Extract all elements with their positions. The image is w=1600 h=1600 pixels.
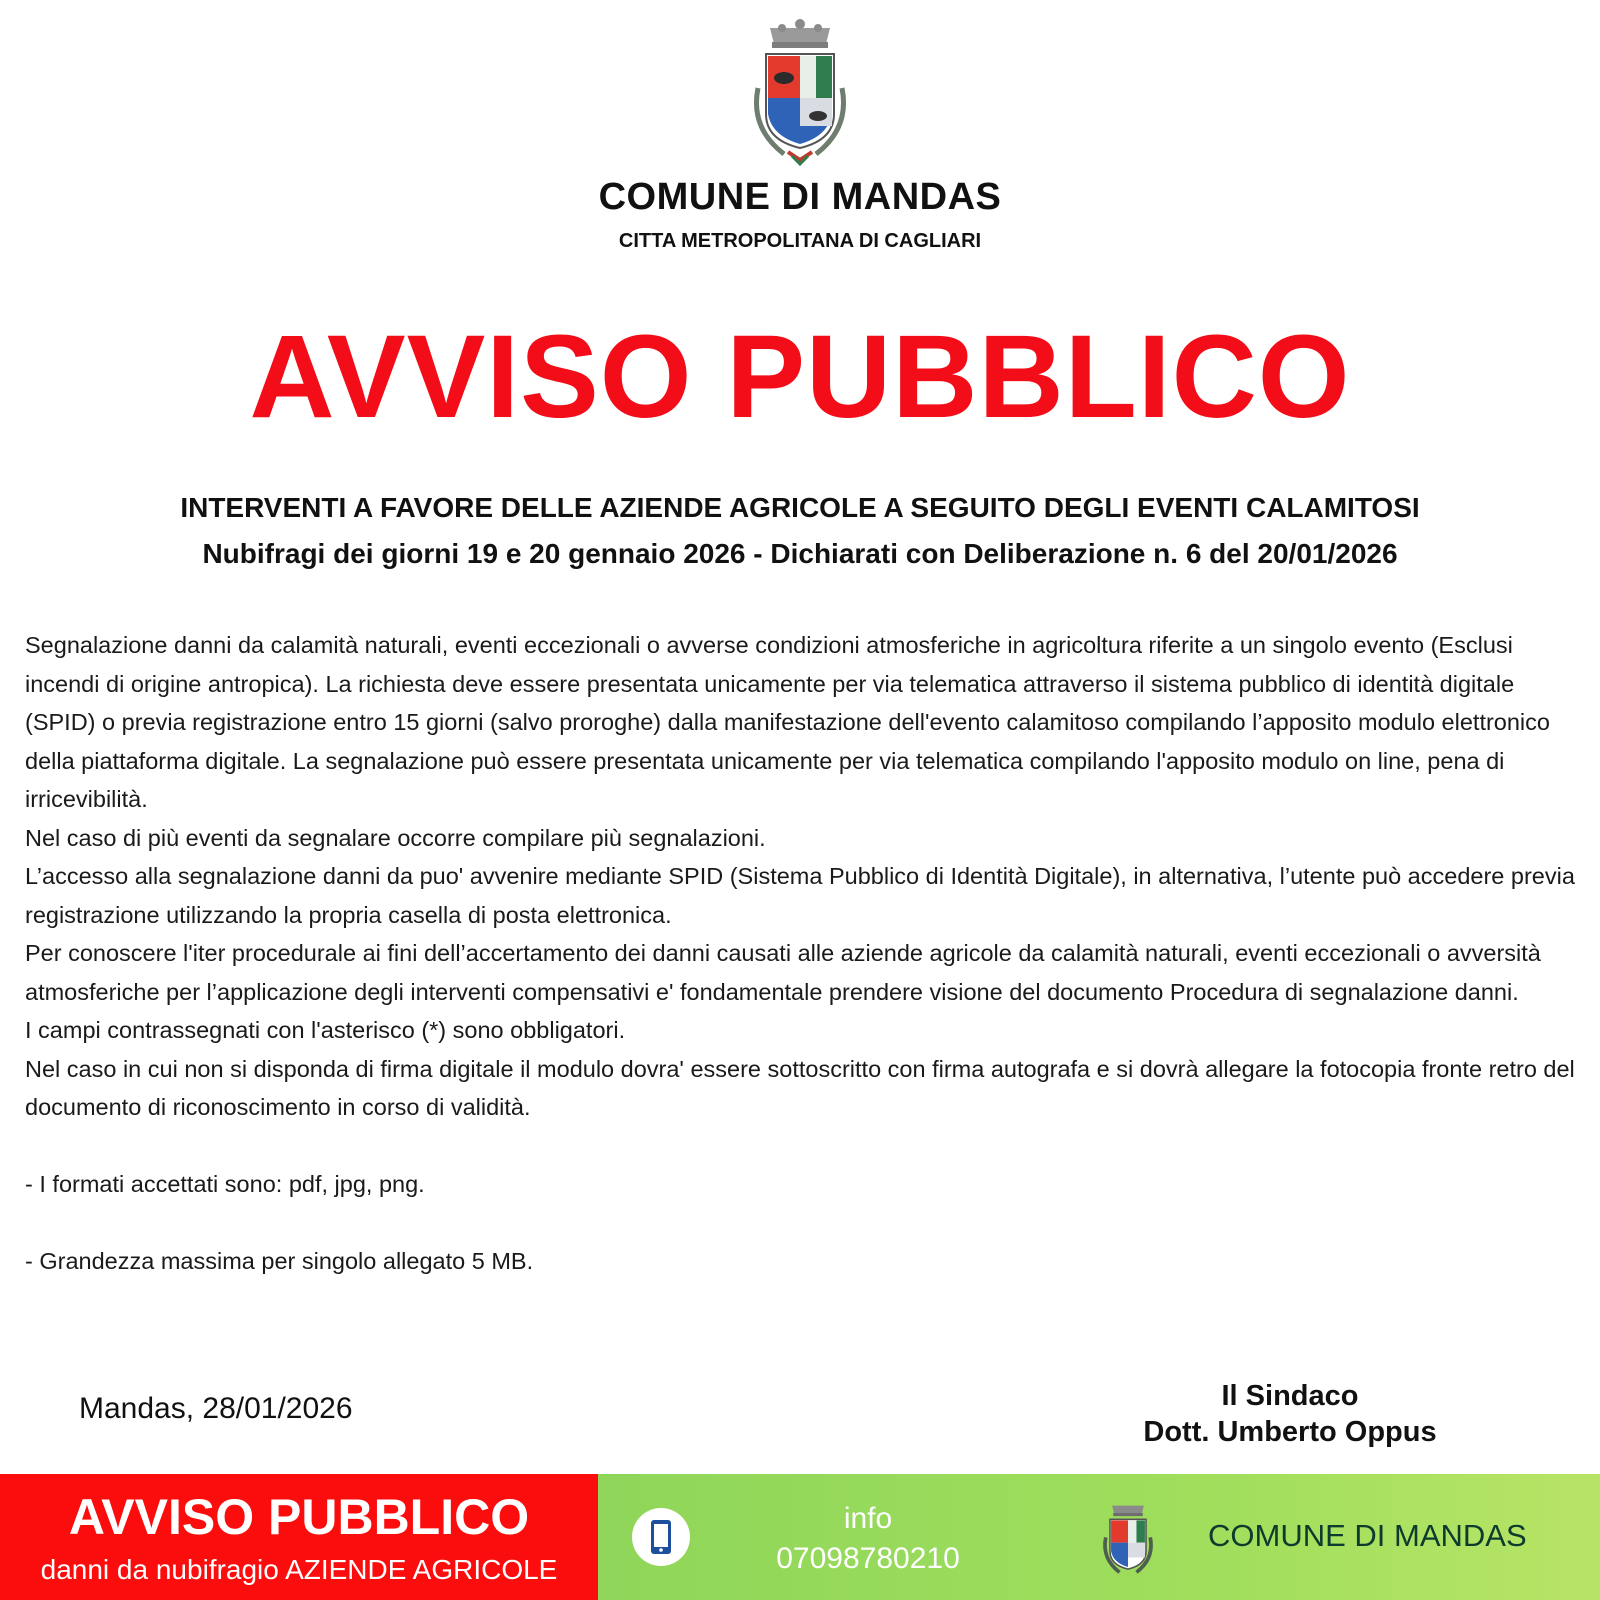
footer-subtitle: danni da nubifragio AZIENDE AGRICOLE xyxy=(40,1554,558,1585)
body-paragraph: Nel caso in cui non si disponda di firma digitale il modulo dovra' essere sottoscritto con firma autografa e si dovrà allegare la fotocopia fronte retro del documento di riconoscimento in corso di validità. xyxy=(25,1055,1575,1120)
footer-red-panel xyxy=(0,1474,598,1600)
subheadline-line-1: INTERVENTI A FAVORE DELLE AZIENDE AGRICOLE A SEGUITO DEGLI EVENTI CALAMITOSI xyxy=(180,492,1420,523)
subheadline-line-2: Nubifragi dei giorni 19 e 20 gennaio 2026 - Dichiarati con Deliberazione n. 6 del 20/01/2026 xyxy=(202,538,1398,569)
footer-comune-name: COMUNE DI MANDAS xyxy=(1208,1518,1527,1553)
body-paragraph: I campi contrassegnati con l'asterisco (*) sono obbligatori. xyxy=(25,1017,626,1043)
comune-crest-icon xyxy=(732,18,868,168)
headline: AVVISO PUBBLICO xyxy=(249,311,1351,443)
accepted-formats: - I formati accettati sono: pdf, jpg, png. xyxy=(25,1171,425,1197)
footer-banner xyxy=(0,1474,1600,1600)
footer-green-panel xyxy=(598,1474,1600,1600)
body-paragraph: Segnalazione danni da calamità naturali, eventi eccezionali o avverse condizioni atmosferiche in agricoltura riferite a un singolo evento (Esclusi incendi di origine antropica). La richiesta deve essere presentata unicamente per via telematica attraverso il sistema pubblico di identità digitale (SPID) o previa registrazione entro 15 giorni (salvo proroghe) dalla manifestazione dell'evento calamitoso compilando l’apposito modulo elettronico della piattaforma digitale. La segnalazione può essere presentata unicamente per via telematica compilando l'apposito modulo on line, pena di irricevibilità. xyxy=(25,632,1550,812)
footer-title: AVVISO PUBBLICO xyxy=(68,1489,530,1545)
notice-body xyxy=(25,626,1585,1281)
comune-crest-icon xyxy=(1092,1496,1164,1584)
info-phone-number: 07098780210 xyxy=(776,1542,960,1575)
max-attachment-size: - Grandezza massima per singolo allegato 5 MB. xyxy=(25,1248,534,1274)
signature-name: Dott. Umberto Oppus xyxy=(1143,1416,1437,1448)
info-label: info xyxy=(843,1502,893,1535)
date-place: Mandas, 28/01/2026 xyxy=(79,1392,353,1425)
comune-title: COMUNE DI MANDAS xyxy=(598,176,1002,218)
body-paragraph: Nel caso di più eventi da segnalare occorre compilare più segnalazioni. xyxy=(25,824,766,851)
body-paragraph: L’accesso alla segnalazione danni da puo' avvenire mediante SPID (Sistema Pubblico di Identità Digitale), in alternativa, l’utente può accedere previa registrazione utilizzando la propria casella di posta elettronica. xyxy=(25,863,1575,928)
comune-subtitle: CITTA METROPOLITANA DI CAGLIARI xyxy=(618,230,982,252)
signature-role: Il Sindaco xyxy=(1221,1380,1359,1412)
body-paragraph: Per conoscere l'iter procedurale ai fini dell’accertamento dei danni causati alle aziende agricole da calamità naturali, eventi eccezionali o avversità atmosferiche per l’applicazione degli interventi compensativi e' fondamentale prendere visione del documento Procedura di segnalazione danni. xyxy=(25,940,1541,1005)
smartphone-icon xyxy=(632,1508,690,1566)
signature xyxy=(1090,1378,1490,1450)
